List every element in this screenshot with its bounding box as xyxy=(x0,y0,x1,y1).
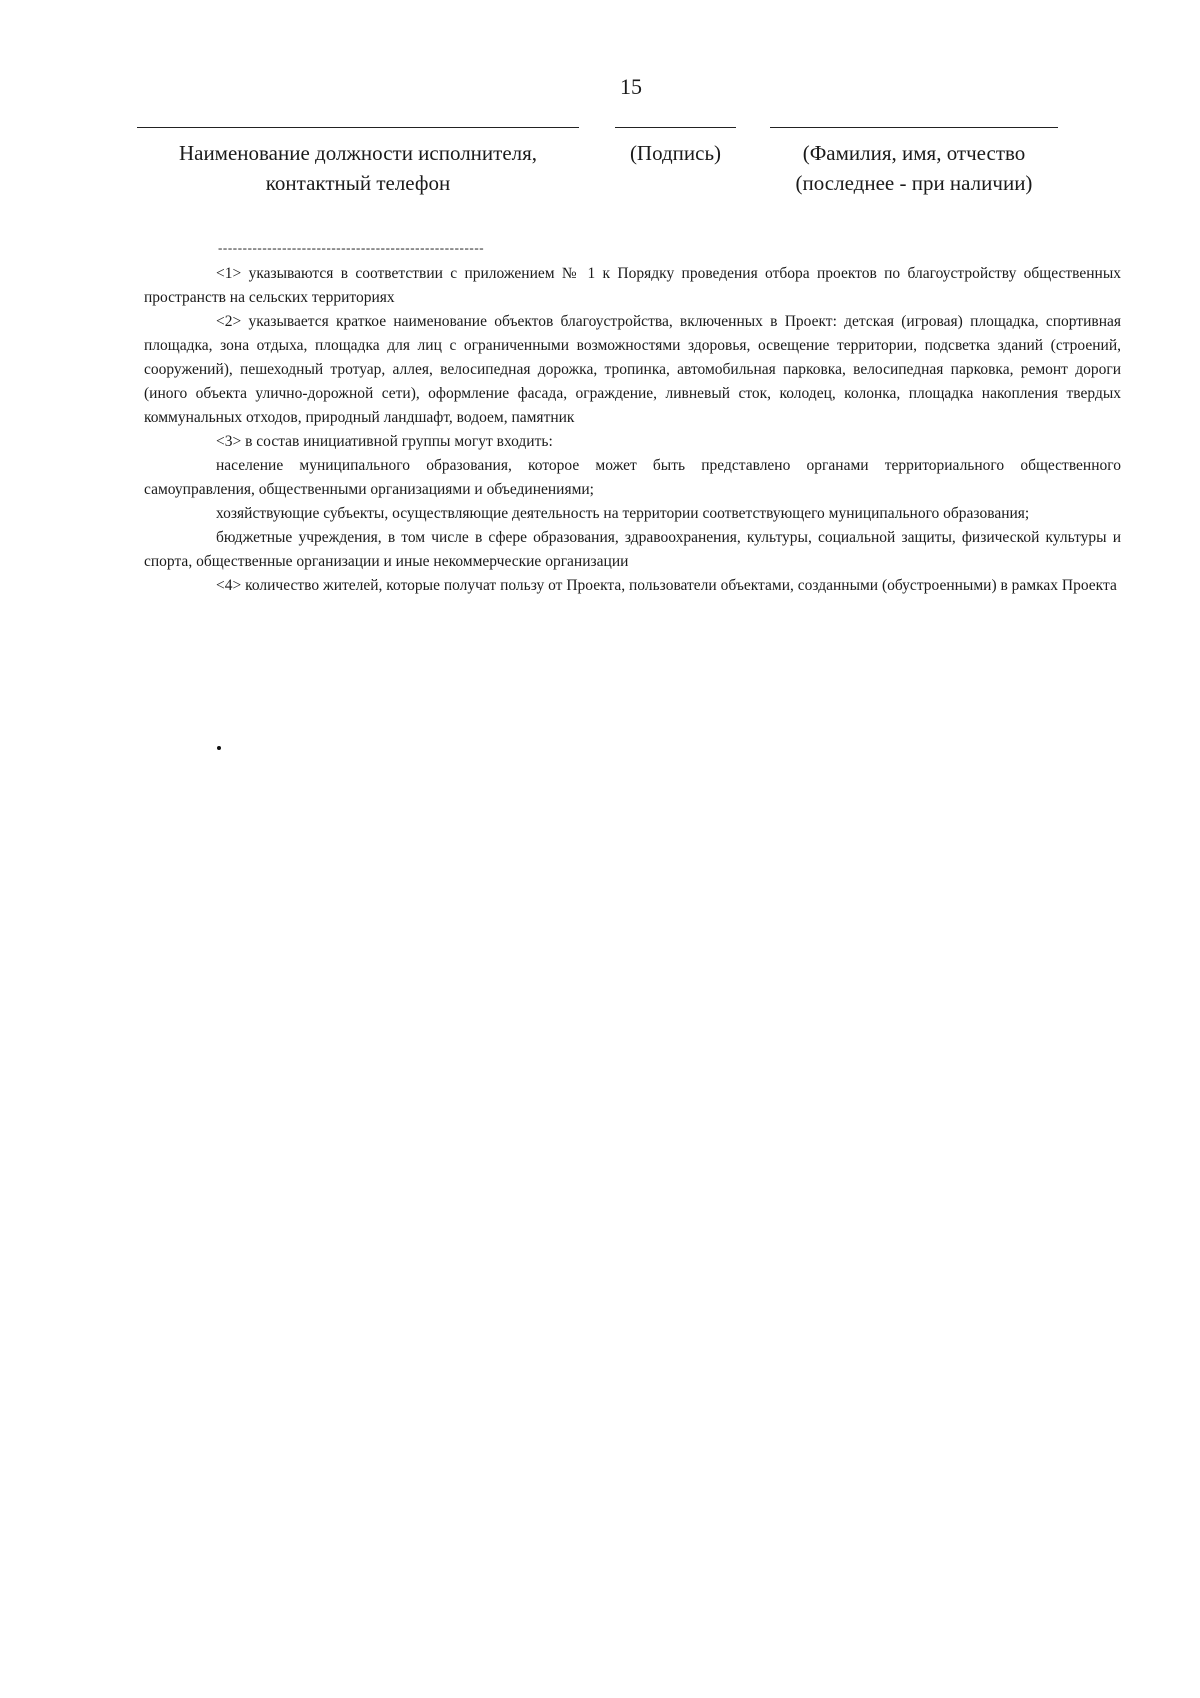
footnote-3-item-population: население муниципального образования, которое может быть представлено органами территориального общественного самоуправления, общественными организациями и объединениями; xyxy=(144,457,1121,498)
name-caption-line-2: (последнее - при наличии) xyxy=(795,171,1033,195)
name-caption xyxy=(760,138,1068,198)
footnote-3: <3> в состав инициативной группы могут входить: xyxy=(216,433,553,450)
footnote-1: <1> указываются в соответствии с приложением № 1 к Порядку проведения отбора проектов по благоустройству общественных пространств на сельских территориях xyxy=(144,265,1121,306)
position-caption-line-2: контактный телефон xyxy=(265,171,451,195)
footnote-3-item-businesses: хозяйствующие субъекты, осуществляющие деятельность на территории соответствующего муниципального образования; xyxy=(216,505,1030,522)
footnote-3-item-institutions: бюджетные учреждения, в том числе в сфере образования, здравоохранения, культуры, социальной защиты, физической культуры и спорта, общественные организации и иные некоммерческие организации xyxy=(144,529,1121,570)
position-signature-line xyxy=(137,127,579,128)
signature-line xyxy=(615,127,736,128)
footnote-4: <4> количество жителей, которые получат пользу от Проекта, пользователи объектами, созданными (обустроенными) в рамках Проекта xyxy=(216,577,1117,594)
signature-caption xyxy=(605,138,746,168)
page-number: 15 xyxy=(620,74,642,99)
name-caption-line-1: (Фамилия, имя, отчество xyxy=(802,141,1026,165)
position-caption-line-1: Наименование должности исполнителя, xyxy=(178,141,538,165)
footnotes xyxy=(144,262,1121,598)
signature-caption-line-1: (Подпись) xyxy=(629,141,722,165)
footnote-2: <2> указывается краткое наименование объектов благоустройства, включенных в Проект: детская (игровая) площадка, спортивная площадка, зона отдыха, площадка для лиц с ограниченными возможностями здоровья, освещение территории, подсветка зданий (строений, сооружений), пешеходный тротуар, аллея, велосипедная дорожка, тропинка, автомобильная парковка, велосипедная парковка, ремонт дороги (иного объекта улично-дорожной сети), оформление фасада, ограждение, ливневый сток, колодец, колонка, площадка накопления твердых коммунальных отходов, природный ландшафт, водоем, памятник xyxy=(144,313,1121,426)
stray-dot xyxy=(217,746,221,750)
footnote-separator: ------------------------------------------------------ xyxy=(218,240,485,255)
position-caption xyxy=(137,138,579,198)
name-signature-line xyxy=(770,127,1058,128)
